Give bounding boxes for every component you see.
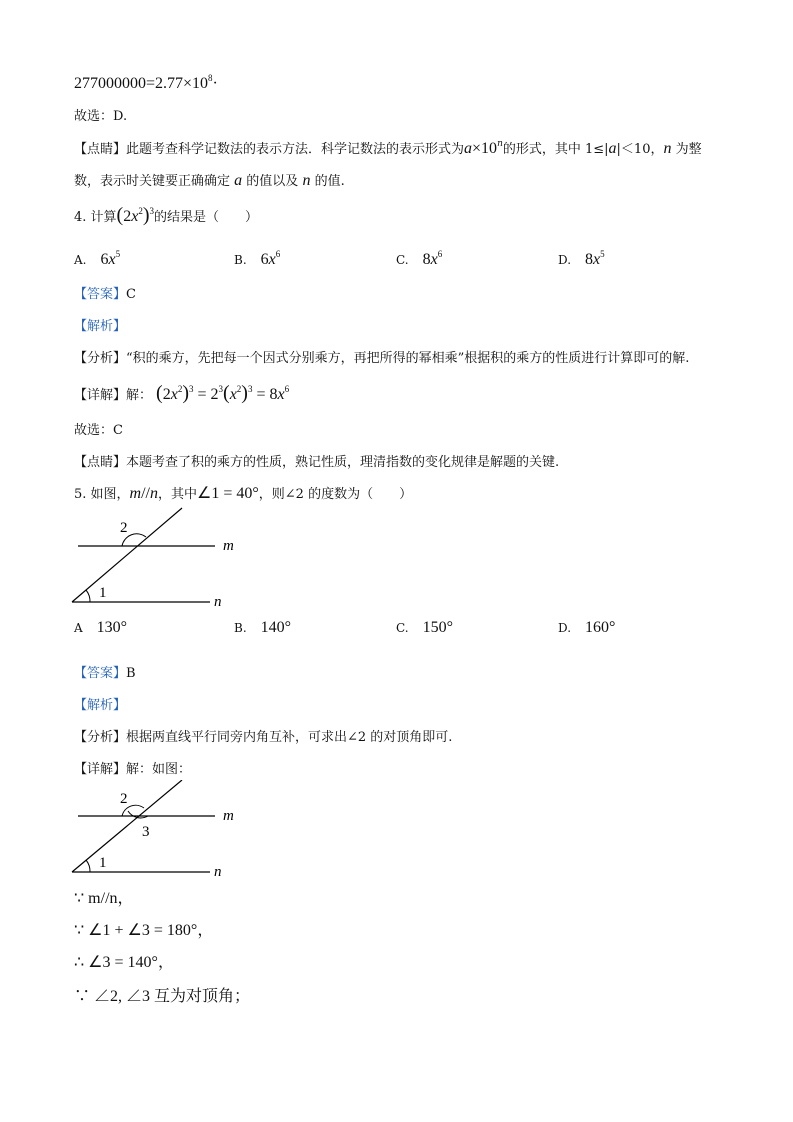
calc-line: $277000000=2.77\times 10^8\cdot$ — [74, 73, 218, 92]
angle-1-arc — [86, 590, 90, 602]
comment-line-1: 【点睛】此题考查科学记数法的表示方法．科学记数法的表示形式为$a\times 10^n$的形式，其中 1≤|a|＜10，n 为整 — [74, 139, 702, 157]
label-2: 2 — [120, 791, 128, 807]
q4-xiangjie: 【详解】解： $(2x^2)^3 = 2^3(x^2)^3 = 8x^6$ — [74, 382, 290, 404]
label-2: 2 — [120, 520, 128, 536]
q5-option-c[interactable]: C. 150° — [396, 619, 453, 636]
label-n: n — [214, 594, 222, 610]
q4-answer: 【答案】C — [74, 287, 136, 302]
q4-option-c[interactable]: C. $8x^6$ — [396, 249, 443, 268]
comment-line-2: 数，表示时关键要正确确定 a 的值以及 n 的值. — [74, 172, 345, 189]
q5-step-3: ∴ ∠3 = 140°， — [74, 954, 174, 971]
label-n: n — [214, 864, 222, 880]
label-1: 1 — [99, 855, 107, 871]
q5-solution-figure — [60, 780, 260, 885]
q4-analysis-tag: 【解析】 — [74, 319, 127, 334]
q4-option-a[interactable]: A. $6x^5$ — [74, 249, 121, 268]
label-m: m — [223, 808, 234, 824]
q5-option-d[interactable]: D. 160° — [558, 619, 616, 636]
angle-1-arc — [86, 860, 90, 872]
q4-dianjing: 【点睛】本题考查了积的乘方的性质，熟记性质，理清指数的变化规律是解题的关键. — [74, 455, 560, 470]
q5-fenxi: 【分析】根据两直线平行同旁内角互补，可求出∠2 的对顶角即可. — [74, 730, 453, 745]
q4-option-d[interactable]: D. $8x^5$ — [558, 249, 605, 268]
q5-option-b[interactable]: B. 140° — [234, 619, 292, 636]
label-m: m — [223, 538, 234, 554]
label-1: 1 — [99, 585, 107, 601]
q5-option-a[interactable]: A 130° — [74, 619, 128, 636]
q5-stem: 5. 如图，m//n，其中∠1 = 40°，则∠2 的度数为（ ） — [74, 485, 413, 502]
q5-step-2: ∵ ∠1 + ∠3 = 180°， — [74, 922, 214, 939]
q5-step-1: ∵ m//n， — [74, 890, 134, 907]
q4-option-b[interactable]: B. $6x^6$ — [234, 249, 281, 268]
q5-answer: 【答案】B — [74, 666, 136, 681]
choice-line: 故选：D. — [74, 109, 128, 124]
label-3: 3 — [142, 824, 150, 840]
q5-step-4: ∵ ∠2, ∠3 互为对顶角； — [74, 988, 251, 1005]
q5-xiangjie: 【详解】解：如图： — [74, 762, 192, 777]
q4-stem: 4. 计算$(2x^2)^3$的结果是（ ） — [74, 204, 259, 226]
q4-fenxi: 【分析】“积的乘方，先把每一个因式分别乘方，再把所得的幂相乘”根据积的乘方的性质进行计算即可的解. — [74, 351, 690, 366]
q5-figure — [60, 500, 260, 615]
q4-choice: 故选：C — [74, 423, 123, 438]
q5-analysis-tag: 【解析】 — [74, 698, 127, 713]
